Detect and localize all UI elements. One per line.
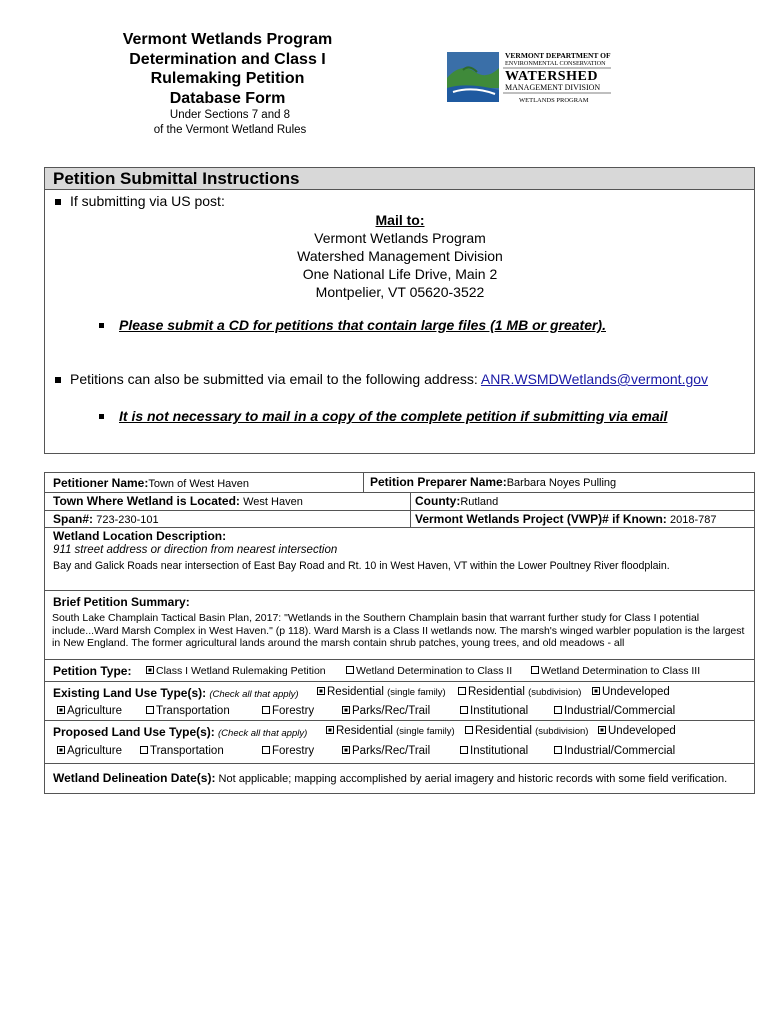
instructions-header: [45, 168, 754, 190]
county-field: [415, 494, 498, 508]
span-field: [53, 512, 159, 526]
checkbox-checked-icon[interactable]: [342, 706, 350, 714]
checkbox-icon[interactable]: [554, 746, 562, 754]
location-label: Wetland Location Description:: [53, 529, 227, 543]
proposed-use-option[interactable]: Industrial/Commercial: [554, 745, 675, 757]
summary-value[interactable]: South Lake Champlain Tactical Basin Plan, 2017: "Wetlands in the Southern Champlain basin that warrant further study for Class I potential include...Ward Marsh Complex in West Haven." (p 118). Ward Marsh is a Class II wetlands now. The marsh's winged warbler population is the largest in New England. The former agricultural lands around the marsh contain shrub patches, young trees, and old meadows - all: [52, 612, 745, 650]
petition-type-option[interactable]: Wetland Determination to Class III: [531, 665, 700, 677]
checkbox-checked-icon[interactable]: [146, 666, 154, 674]
checkbox-icon[interactable]: [346, 666, 354, 674]
existing-use-option[interactable]: Forestry: [262, 705, 314, 717]
span-value[interactable]: 723-230-101: [96, 514, 159, 526]
bullet-email: Petitions can also be submitted via email to the following address: ANR.WSMDWetlands@vermont.gov: [55, 371, 708, 387]
mail-to-label: Mail to:: [375, 212, 425, 228]
existing-land-use-label: Existing Land Use Type(s): (Check all that apply): [53, 686, 299, 700]
petition-type-row: [53, 664, 131, 678]
town-field: [53, 494, 303, 508]
proposed-land-use-label: Proposed Land Use Type(s): (Check all that apply): [53, 725, 308, 739]
address-line: Vermont Wetlands Program: [314, 230, 486, 246]
location-hint: 911 street address or direction from nearest intersection: [53, 544, 338, 556]
checkbox-icon[interactable]: [531, 666, 539, 674]
checkbox-checked-icon[interactable]: [317, 687, 325, 695]
watershed-logo: [447, 48, 613, 106]
checkbox-icon[interactable]: [465, 726, 473, 734]
checkbox-checked-icon[interactable]: [326, 726, 334, 734]
cd-note: Please submit a CD for petitions that contain large files (1 MB or greater).: [99, 317, 606, 335]
summary-label: Brief Petition Summary:: [53, 595, 190, 609]
preparer-value[interactable]: Barbara Noyes Pulling: [506, 477, 617, 489]
existing-use-option[interactable]: Industrial/Commercial: [554, 705, 675, 717]
checkbox-icon[interactable]: [460, 706, 468, 714]
location-value[interactable]: Bay and Galick Roads near intersection of East Bay Road and Rt. 10 in West Haven, VT within the Lower Poultney River floodplain.: [53, 560, 670, 572]
logo-line-2: ENVIRONMENTAL CONSERVATION: [505, 60, 606, 67]
email-note: It is not necessary to mail in a copy of the complete petition if submitting via email: [99, 408, 667, 426]
existing-use-option[interactable]: Residential (single family): [317, 686, 446, 698]
proposed-use-option[interactable]: Agriculture: [57, 745, 122, 757]
vwp-field: [415, 512, 717, 526]
preparer-label: Petition Preparer Name:: [370, 475, 507, 489]
existing-use-option[interactable]: Transportation: [146, 705, 230, 717]
bullet-square-icon: [99, 414, 104, 419]
existing-use-option[interactable]: Parks/Rec/Trail: [342, 705, 430, 717]
vwp-label: Vermont Wetlands Project (VWP)# if Known:: [415, 512, 667, 526]
checkbox-icon[interactable]: [146, 706, 154, 714]
logo-line-4: MANAGEMENT DIVISION: [505, 83, 601, 92]
town-value[interactable]: West Haven: [243, 496, 303, 508]
checkbox-checked-icon[interactable]: [592, 687, 600, 695]
bullet-square-icon: [99, 323, 104, 328]
form-subtitle: Under Sections 7 and 8 of the Vermont Wetland Rules: [153, 109, 307, 136]
delineation-value[interactable]: Not applicable; mapping accomplished by aerial imagery and historic records with some field verification.: [218, 773, 728, 785]
checkbox-icon[interactable]: [140, 746, 148, 754]
existing-use-option[interactable]: Undeveloped: [592, 686, 670, 698]
checkbox-checked-icon[interactable]: [57, 746, 65, 754]
logo-landscape-icon: [447, 48, 613, 106]
petition-type-option[interactable]: Wetland Determination to Class II: [346, 665, 512, 677]
proposed-use-option[interactable]: Transportation: [140, 745, 224, 757]
existing-use-option[interactable]: Institutional: [460, 705, 528, 717]
existing-use-option[interactable]: Residential (subdivision): [458, 686, 581, 698]
logo-line-1: VERMONT DEPARTMENT OF: [505, 51, 611, 60]
proposed-use-option[interactable]: Residential (single family): [326, 725, 455, 737]
address-line: One National Life Drive, Main 2: [302, 266, 498, 282]
town-label: Town Where Wetland is Located:: [53, 494, 240, 508]
checkbox-icon[interactable]: [458, 687, 466, 695]
delineation-label: Wetland Delineation Date(s):: [53, 771, 216, 785]
petition-type-option[interactable]: Class I Wetland Rulemaking Petition: [146, 665, 326, 677]
petitioner-field: [53, 476, 249, 490]
checkbox-checked-icon[interactable]: [342, 746, 350, 754]
logo-line-5: WETLANDS PROGRAM: [519, 97, 589, 104]
mailing-address: [150, 211, 650, 301]
bullet-us-post: If submitting via US post:: [55, 193, 225, 209]
petition-type-label: Petition Type:: [53, 664, 132, 678]
existing-use-option[interactable]: Agriculture: [57, 705, 122, 717]
preparer-field: [370, 475, 616, 489]
email-link[interactable]: ANR.WSMDWetlands@vermont.gov: [480, 371, 709, 387]
logo-line-3: WATERSHED: [505, 69, 598, 84]
span-label: Span#:: [53, 512, 94, 526]
proposed-use-option[interactable]: Parks/Rec/Trail: [342, 745, 430, 757]
county-value[interactable]: Rutland: [460, 496, 499, 508]
proposed-use-option[interactable]: Residential (subdivision): [465, 725, 588, 737]
petitioner-value[interactable]: Town of West Haven: [148, 478, 250, 490]
county-label: County:: [415, 494, 461, 508]
checkbox-icon[interactable]: [262, 746, 270, 754]
checkbox-checked-icon[interactable]: [598, 726, 606, 734]
checkbox-icon[interactable]: [554, 706, 562, 714]
bullet-square-icon: [55, 199, 61, 205]
vwp-value[interactable]: 2018-787: [670, 514, 717, 526]
delineation-field: [53, 771, 727, 785]
proposed-use-option[interactable]: Undeveloped: [598, 725, 676, 737]
proposed-use-option[interactable]: Institutional: [460, 745, 528, 757]
instructions-heading: Petition Submittal Instructions: [53, 169, 300, 188]
checkbox-checked-icon[interactable]: [57, 706, 65, 714]
checkbox-icon[interactable]: [460, 746, 468, 754]
proposed-use-option[interactable]: Forestry: [262, 745, 314, 757]
address-line: Watershed Management Division: [297, 248, 503, 264]
checkbox-icon[interactable]: [262, 706, 270, 714]
address-line: Montpelier, VT 05620-3522: [315, 284, 485, 300]
form-title: Vermont Wetlands Program Determination and Class I Rulemaking Petition Database Form: [122, 31, 333, 107]
bullet-square-icon: [55, 377, 61, 383]
petitioner-label: Petitioner Name:: [53, 476, 149, 490]
